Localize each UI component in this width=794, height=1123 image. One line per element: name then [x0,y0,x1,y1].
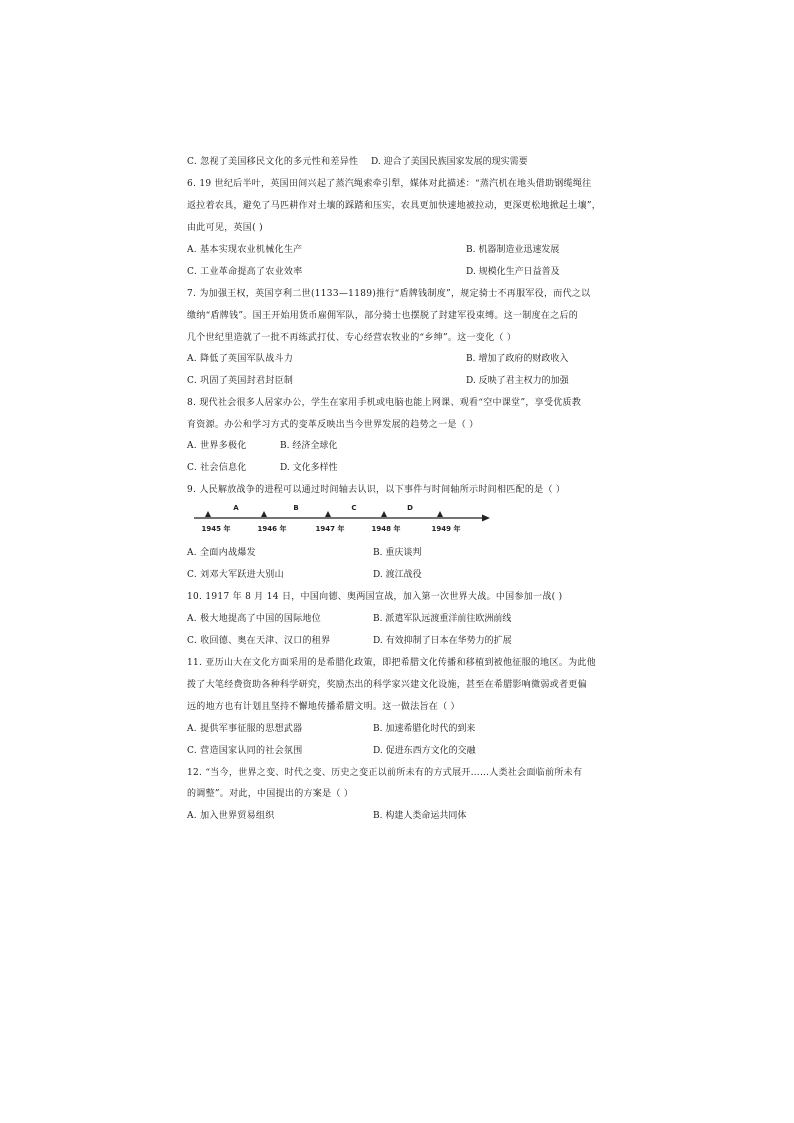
q6-stem-line-1: 6. 19 世纪后半叶，英国田间兴起了蒸汽绳索牵引犁，媒体对此描述：“蒸汽机在地头借助钢缆绳往 [187,179,592,189]
q7-option-d: D. 反映了君主权力的加强 [466,376,569,386]
q7-option-a: A. 降低了英国军队战斗力 [187,354,294,364]
timeline-marker-1946 [261,511,267,517]
q8-stem-line-1: 8. 现代社会很多人居家办公，学生在家用手机或电脑也能上网课、观看“空中课堂”，享受优质教 [187,398,582,408]
q6-option-a: A. 基本实现农业机械化生产 [187,245,303,255]
q11-option-b: B. 加速希腊化时代的到来 [373,724,476,734]
q10-option-a: A. 极大地提高了中国的国际地位 [187,614,322,624]
timeline-year-1949: 1949 年 [431,525,461,533]
timeline-marker-1949 [437,511,443,517]
q9-option-d: D. 渡江战役 [373,570,422,580]
q12-option-b: B. 构建人类命运共同体 [373,811,467,821]
q5-option-d: D. 迎合了美国民族国家发展的现实需要 [371,157,528,167]
q9-option-a: A. 全面内战爆发 [187,548,256,558]
q11-stem-line-1: 11. 亚历山大在文化方面采用的是希腊化政策，即把希腊文化传播和移植到被他征服的地区。为此他 [187,658,596,668]
q12-stem-line-1: 12. “当今，世界之变、时代之变、历史之变正以前所未有的方式展开……人类社会面临前所未有 [187,768,583,778]
q10-option-d: D. 有效抑制了日本在华势力的扩展 [373,636,512,646]
q10-option-c: C. 收回德、奥在天津、汉口的租界 [187,636,331,646]
timeline-marker-1947 [325,511,331,517]
q6-option-b: B. 机器制造业迅速发展 [466,245,560,255]
q9-option-c: C. 刘邓大军跃进大别山 [187,570,284,580]
q11-option-a: A. 提供军事征服的思想武器 [187,724,303,734]
q8-option-c: C. 社会信息化 [187,463,247,473]
q9-option-b: B. 重庆谈判 [373,548,422,558]
q6-option-c: C. 工业革命提高了农业效率 [187,267,303,277]
timeline-arrow [482,515,490,522]
timeline-year-1947: 1947 年 [315,525,345,533]
q7-stem-line-2: 缴纳“盾牌钱”。国王开始用货币雇佣军队，部分骑士也摆脱了封建军役束缚。这一制度在之后的 [187,311,579,321]
timeline-marker-1945 [205,511,211,517]
q11-stem-line-2: 拨了大笔经费资助各种科学研究，奖励杰出的科学家兴建文化设施，甚至在希腊影响微弱或者更偏 [187,680,587,690]
q10-stem: 10. 1917 年 8 月 14 日，中国向德、奥两国宣战，加入第一次世界大战。中国参加一战( ) [187,592,563,602]
q11-option-d: D. 促进东西方文化的交融 [373,746,476,756]
timeline-segment-c: C [351,504,357,512]
timeline-marker-1948 [381,511,387,517]
timeline-segment-d: D [407,504,413,512]
timeline-figure [192,500,492,536]
q11-stem-line-3: 远的地方也有计划且坚持不懈地传播希腊文明。这一做法旨在（ ） [187,702,460,712]
q11-option-c: C. 营造国家认同的社会氛围 [187,746,303,756]
q8-option-b: B. 经济全球化 [280,441,338,451]
q12-stem-line-2: 的调整”。对此，中国提出的方案是（ ） [187,789,354,799]
q6-option-d: D. 规模化生产日益普及 [466,267,560,277]
q8-stem-line-2: 育资源。办公和学习方式的变革反映出当今世界发展的趋势之一是（ ） [187,420,479,430]
q9-stem: 9. 人民解放战争的进程可以通过时间轴去认识，以下事件与时间轴所示时间相匹配的是（ ） [187,485,566,495]
q10-option-b: B. 派遣军队远渡重洋前往欧洲前线 [373,614,512,624]
q8-option-d: D. 文化多样性 [280,463,338,473]
q7-option-b: B. 增加了政府的财政收入 [466,354,569,364]
timeline-year-1948: 1948 年 [371,525,401,533]
q7-stem-line-3: 几个世纪里造就了一批不再练武打仗、专心经营农牧业的“乡绅”。这一变化（ ） [187,333,517,343]
q12-option-a: A. 加入世界贸易组织 [187,811,275,821]
timeline-year-1946: 1946 年 [257,525,287,533]
q6-stem-line-3: 由此可见，英国( ) [187,223,263,233]
q6-stem-line-2: 返拉着农具，避免了马匹耕作对土壤的踩踏和压实，农具更加快速地被拉动，更深更松地掀起土壤”， [187,201,602,211]
timeline-segment-a: A [233,504,239,512]
timeline-year-1945: 1945 年 [201,525,231,533]
q5-option-c: C. 忽视了美国移民文化的多元性和差异性 [187,157,359,167]
q7-option-c: C. 巩固了英国封君封臣制 [187,376,294,386]
q8-option-a: A. 世界多极化 [187,441,247,451]
q7-stem-line-1: 7. 为加强王权，英国亨利二世(1133—1189)推行“盾牌钱制度”，规定骑士不再服军役，而代之以 [187,289,591,299]
timeline-segment-b: B [293,504,299,512]
